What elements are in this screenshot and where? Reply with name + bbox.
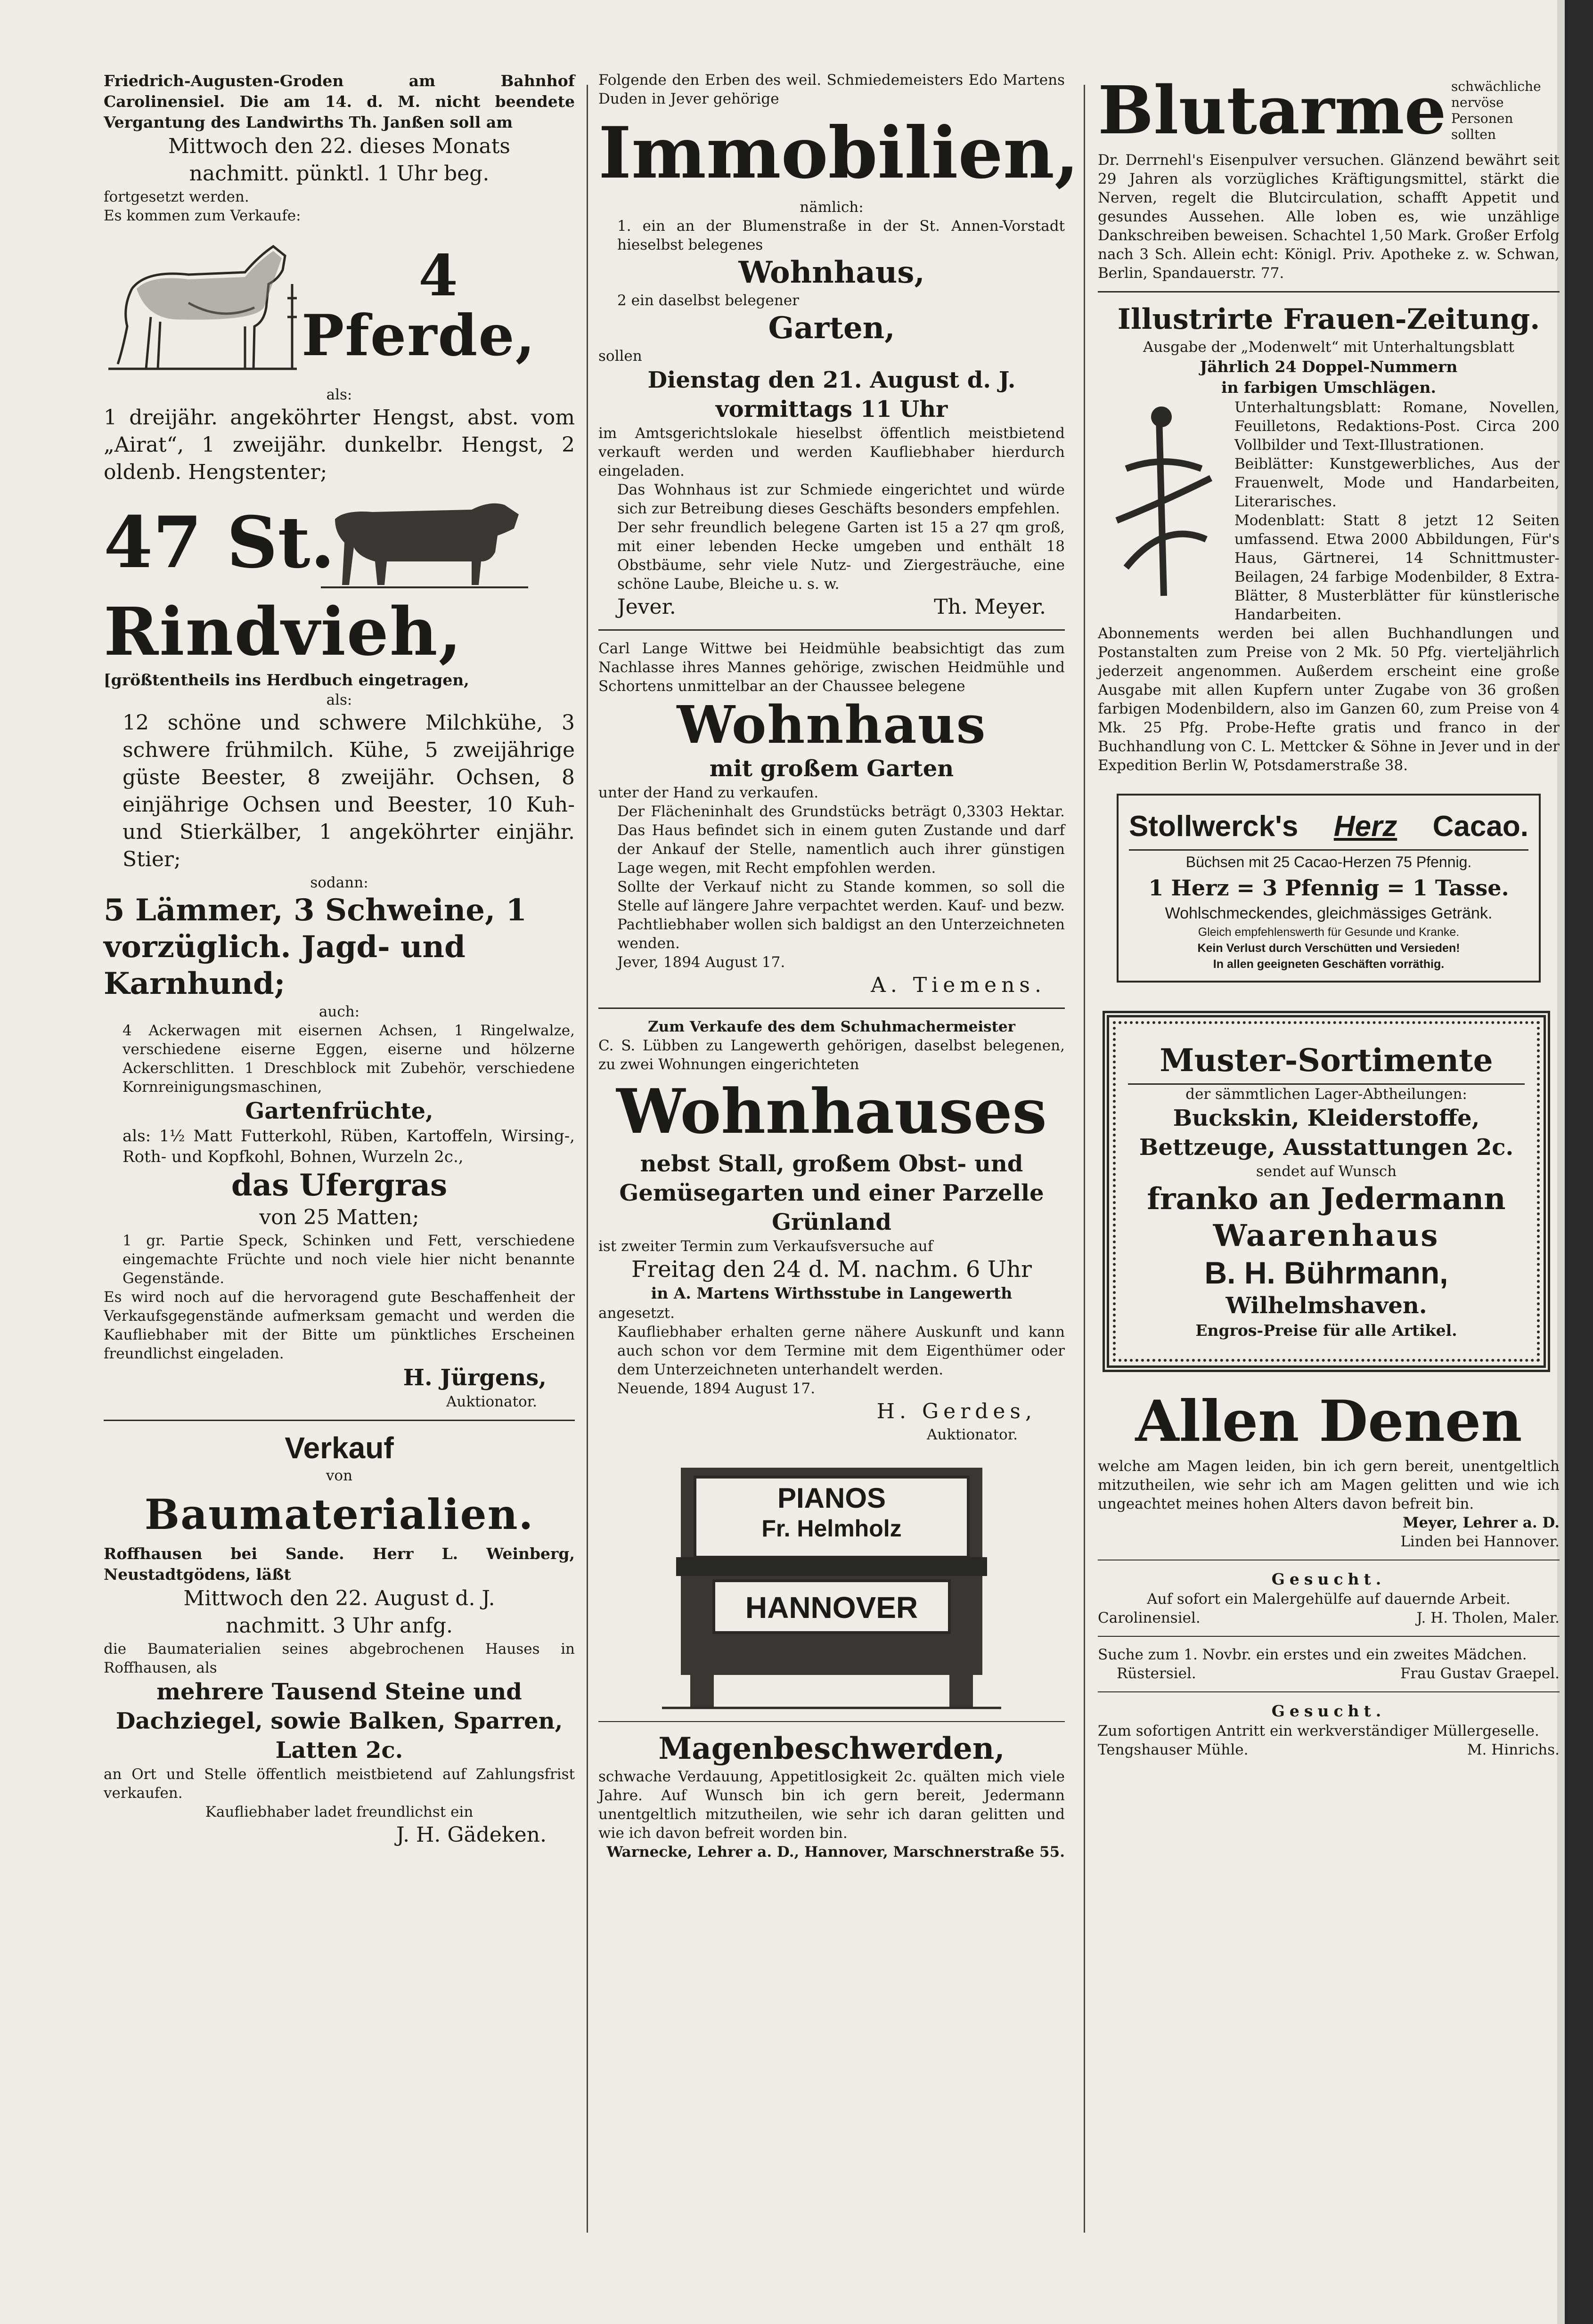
frauen-sub3: in farbigen Umschlägen. bbox=[1221, 378, 1436, 397]
column-2 bbox=[598, 71, 1079, 1861]
frauen-b: Beiblätter: Kunstgewerbliches, Aus der Frauenwelt, Mode und Handarbeiten, Literarisches. bbox=[1234, 455, 1560, 510]
stoll-cacao: Cacao. bbox=[1432, 810, 1528, 843]
auction-carolinensiel bbox=[104, 71, 575, 1411]
auch: auch: bbox=[319, 1003, 360, 1020]
sale-von: von bbox=[326, 1467, 353, 1484]
ges1-text: Auf sofort ein Malergehülfe auf dauernde Arbeit. bbox=[1147, 1591, 1511, 1608]
auctioneer-name: H. Jürgens, bbox=[403, 1365, 547, 1391]
magen-title: Magenbeschwerden, bbox=[658, 1731, 1005, 1766]
luebben-role: Auktionator. bbox=[926, 1426, 1018, 1443]
cattle-als: als: bbox=[326, 691, 352, 708]
lange-sign: A. Tiemens. bbox=[871, 973, 1046, 997]
lange-ad bbox=[598, 639, 1065, 999]
allen-sign: Meyer, Lehrer a. D. bbox=[1403, 1514, 1560, 1531]
separator bbox=[1098, 1691, 1560, 1692]
lange-intro: Carl Lange Wittwe bei Heidmühle beabsichtigt das zum Nachlasse ihres Mannes gehörige, zwischen Heidmühle und Schortens unmittelbar an der Chaussee belegene bbox=[598, 640, 1065, 695]
imm-garten: Garten, bbox=[768, 310, 895, 346]
lange-title: Wohnhaus bbox=[677, 694, 987, 755]
misc-items: 1 gr. Partie Speck, Schinken und Fett, verschiedene eingemachte Früchte und noch viele hier nicht benannte Gegenstände. bbox=[123, 1232, 575, 1287]
materials-invite: Kaufliebhaber ladet freundlichst ein bbox=[205, 1804, 474, 1820]
frauen-mo: Modenblatt: Statt 8 jetzt 12 Seiten umfassend. Etwa 2000 Abbildungen, Für's Haus, Gärtnerei, 14 Schnittmuster-Beilagen, 24 farbige Modenbilder, 8 Extra-Blätter, 8 Musterblätter für künstlerische Handarbeiten. bbox=[1234, 512, 1560, 623]
piano-maker: Fr. Helmholz bbox=[761, 1515, 902, 1542]
gesucht-mueller-ad bbox=[1098, 1701, 1560, 1759]
separator bbox=[1098, 1636, 1560, 1637]
frauen-sub2: Jährlich 24 Doppel-Nummern bbox=[1200, 358, 1458, 376]
ges2-sign: M. Hinrichs. bbox=[1467, 1741, 1560, 1758]
imm-sign: Th. Meyer. bbox=[934, 595, 1046, 619]
imm-text1: im Amtsgerichtslokale hieselbst öffentlich meistbietend verkauft werden und werden Kaufliebhaber hierdurch eingeladen. bbox=[598, 425, 1065, 479]
allen-signcity: Linden bei Hannover. bbox=[1400, 1533, 1560, 1550]
piano-brand: PIANOS bbox=[777, 1482, 886, 1514]
frauen-u: Unterhaltungsblatt: Romane, Novellen, Feuilletons, Redaktions-Post. Circa 200 Vollbilder und Text-Illustrationen. bbox=[1234, 399, 1560, 454]
shore-grass-size: von 25 Matten; bbox=[259, 1205, 419, 1229]
materials-text: die Baumaterialien seines abgebrochenen Hauses in Roffhausen, als bbox=[104, 1641, 575, 1676]
blut-title: Blutarme bbox=[1098, 72, 1446, 149]
column-1 bbox=[104, 71, 575, 1849]
auction-note: Es wird noch auf die hervoragend gute Beschaffenheit der Verkaufsgegenstände aufmerksam gemacht und werden die Kaufliebhaber mit der Bitte um pünktliches Erscheinen freundlichst eingeladen. bbox=[104, 1289, 575, 1362]
muster-city: Wilhelmshaven. bbox=[1225, 1292, 1427, 1319]
lange-date: Jever, 1894 August 17. bbox=[617, 954, 785, 971]
imm-date2: vormittags 11 Uhr bbox=[715, 396, 948, 423]
piano-city: HANNOVER bbox=[745, 1591, 918, 1625]
auction-continue: fortgesetzt werden. bbox=[104, 188, 249, 205]
sale-heading: Verkauf bbox=[285, 1431, 394, 1465]
ges2-place: Tengshauser Mühle. bbox=[1098, 1741, 1249, 1758]
column-rule-2 bbox=[1084, 85, 1085, 2233]
imm-text3: Der sehr freundlich belegene Garten ist 15 a 27 qm groß, mit einer lebenden Hecke umgeben und enthält 18 Obstbäume, sehr viele Nutz- und Ziergesträuche, eine schöne Laube, Bleiche u. s. w. bbox=[617, 519, 1065, 593]
building-materials-ad bbox=[104, 1430, 575, 1849]
maedchen-ad bbox=[1098, 1645, 1560, 1683]
lambs-pigs-dog: 5 Lämmer, 3 Schweine, 1 vorzüglich. Jagd- und Karnhund; bbox=[104, 893, 527, 1001]
girls-place: Rüstersiel. bbox=[1117, 1665, 1196, 1682]
luebben-sub: nebst Stall, großem Obst- und Gemüsegarten und einer Parzelle Grünland bbox=[619, 1151, 1044, 1235]
materials-date1: Mittwoch den 22. August d. J. bbox=[183, 1586, 495, 1610]
imm-wohnhaus: Wohnhaus, bbox=[738, 255, 925, 290]
stoll-herz: Herz bbox=[1333, 810, 1397, 843]
muster-sub: der sämmtlichen Lager-Abtheilungen: bbox=[1185, 1086, 1467, 1103]
stoll-brand: Stollwerck's bbox=[1129, 810, 1299, 843]
auction-intro: Friedrich-Augusten-Groden am Bahnhof Carolinensiel. Die am 14. d. M. nicht beendete Vergantung des Landwirths Th. Janßen soll am bbox=[104, 72, 575, 131]
piano-ad bbox=[662, 1458, 1001, 1713]
cow-illustration bbox=[316, 491, 533, 594]
separator bbox=[598, 1008, 1065, 1009]
auction-sale: Es kommen zum Verkaufe: bbox=[104, 207, 301, 224]
luebben-ad bbox=[598, 1017, 1065, 1444]
blut-side: schwächliche nervöse Personen sollten bbox=[1451, 79, 1541, 142]
garden-heading: Gartenfrüchte, bbox=[245, 1098, 433, 1124]
imm-item1: 1. ein an der Blumenstraße in der St. Annen-Vorstadt hieselbst belegenes bbox=[617, 218, 1065, 253]
materials-date2: nachmitt. 3 Uhr anfg. bbox=[225, 1614, 453, 1638]
horses-list: 1 dreijähr. angeköhrter Hengst, abst. vom „Airat“, 1 zweijähr. dunkelbr. Hengst, 2 oldenb. Hengstenter; bbox=[104, 406, 575, 484]
column-rule-1 bbox=[587, 85, 588, 2233]
magen-ad bbox=[598, 1731, 1065, 1861]
separator bbox=[598, 1721, 1065, 1722]
stoll-line6: In allen geeigneten Geschäften vorräthig. bbox=[1213, 958, 1445, 971]
luebben-title: Wohnhauses bbox=[616, 1075, 1047, 1147]
muster-title: Muster-Sortimente bbox=[1128, 1042, 1525, 1085]
materials-place: Roffhausen bei Sande. Herr L. Weinberg, Neustadtgödens, läßt bbox=[104, 1544, 575, 1584]
ges1-place: Carolinensiel. bbox=[1098, 1609, 1201, 1626]
stoll-line1: Büchsen mit 25 Cacao-Herzen 75 Pfennig. bbox=[1129, 849, 1528, 873]
cattle-herdbook: [größtentheils ins Herdbuch eingetragen, bbox=[104, 671, 469, 689]
magen-text: schwache Verdauung, Appetitlosigkeit 2c. quälten mich viele Jahre. Auf Wunsch bin ich gern bereit, Jedermann unentgeltlich mitzutheilen, wie sehr ich daran gelitten und wie ich davon befreit worden bin. bbox=[598, 1768, 1065, 1842]
allen-title: Allen Denen bbox=[1135, 1388, 1522, 1455]
magen-sign: Warnecke, Lehrer a. D., Hannover, Marschnerstraße 55. bbox=[606, 1844, 1065, 1861]
horse-illustration bbox=[104, 228, 302, 383]
page-edge bbox=[1565, 0, 1593, 2324]
auction-date-line1: Mittwoch den 22. dieses Monats bbox=[168, 134, 510, 158]
materials-heading: Baumaterialien. bbox=[144, 1490, 534, 1539]
girls-sign: Frau Gustav Graepel. bbox=[1400, 1665, 1560, 1682]
muster-waarenhaus: Waarenhaus bbox=[1213, 1218, 1440, 1253]
cattle-count: 47 St. bbox=[104, 501, 335, 584]
luebben-date: Freitag den 24 d. M. nachm. 6 Uhr bbox=[631, 1256, 1032, 1283]
horses-heading: Pferde, bbox=[302, 302, 536, 369]
stollwerck-ad bbox=[1117, 794, 1541, 983]
auctioneer-role: Auktionator. bbox=[446, 1393, 537, 1410]
auction-date-line2: nachmitt. pünktl. 1 Uhr beg. bbox=[189, 162, 490, 186]
imm-item2: 2 ein daselbst belegener bbox=[617, 292, 799, 309]
muster-engros: Engros-Preise für alle Artikel. bbox=[1195, 1321, 1457, 1340]
separator bbox=[598, 629, 1065, 631]
ges1-sign: J. H. Tholen, Maler. bbox=[1416, 1609, 1560, 1626]
girls-text: Suche zum 1. Novbr. ein erstes und ein zweites Mädchen. bbox=[1098, 1646, 1527, 1663]
frauen-abo: Abonnements werden bei allen Buchhandlungen und Postanstalten zum Preise von 2 Mk. 50 Pfg. vierteljährlich jederzeit angenommen. Außerdem erscheint eine große Ausgabe mit allen Kupfern unter Zugabe von 36 großen farbigen Modenbildern, also im Ganzen 60, zum Preise von 4 Mk. 25 Pfg. Probe-Hefte gratis und franco in der Buchhandlung von C. L. Mettcker & Söhne in Jever und in der Expedition Berlin W, Potsdamerstraße 38. bbox=[1098, 625, 1560, 774]
ges2-text: Zum sofortigen Antritt ein werkverständiger Müllergeselle. bbox=[1098, 1723, 1539, 1739]
cattle-heading: Rindvieh, bbox=[104, 593, 463, 671]
lange-hand: unter der Hand zu verkaufen. bbox=[598, 784, 819, 801]
frauen-sub: Ausgabe der „Modenwelt“ mit Unterhaltungsblatt bbox=[1143, 339, 1515, 356]
cattle-list: 12 schöne und schwere Milchkühe, 3 schwere frühmilch. Kühe, 5 zweijährige güste Beester, 8 zweijähr. Ochsen, 8 einjährige Ochsen und Beester, 10 Kuh- und Stierkälber, 1 angeköhrter einjähr. Stier; bbox=[123, 711, 575, 871]
luebben-text: Kaufliebhaber erhalten gerne nähere Auskunft und kann auch schon vor dem Termine mit dem Eigenthümer oder dem Unterzeichneten unterhandelt werden. bbox=[617, 1324, 1065, 1378]
ges2-title: Gesucht. bbox=[1271, 1702, 1386, 1720]
muster-firm: B. H. Bührmann, bbox=[1204, 1255, 1448, 1290]
imm-place: Jever. bbox=[617, 595, 676, 619]
luebben-intro2: C. S. Lübben zu Langewerth gehörigen, daselbst belegenen, zu zwei Wohnungen eingerichteten bbox=[598, 1037, 1065, 1073]
separator bbox=[104, 1420, 575, 1421]
gesucht-maler-ad bbox=[1098, 1569, 1560, 1627]
muster-sortimente-ad bbox=[1103, 1011, 1550, 1372]
blut-text: Dr. Derrnehl's Eisenpulver versuchen. Glänzend bewährt seit 29 Jahren als vorzügliches Kräftigungsmittel, stärkt die Nerven, regelt die Blutcirculation, schafft Appetit und gesundes Aussehen. Alle loben es, wie unzählige Dankschreiben beweisen. Schachtel 1,50 Mark. Großer Erfolg nach 3 Sch. Allein echt: Königl. Priv. Apotheke z. w. Schwan, Berlin, Spandauerstr. 77. bbox=[1098, 152, 1560, 282]
muster-wunsch: sendet auf Wunsch bbox=[1256, 1163, 1397, 1180]
materials-terms: an Ort und Stelle öffentlich meistbietend auf Zahlungsfrist verkaufen. bbox=[104, 1766, 575, 1802]
stoll-line2: 1 Herz = 3 Pfennig = 1 Tasse. bbox=[1148, 875, 1509, 901]
imm-date1: Dienstag den 21. August d. J. bbox=[647, 367, 1016, 393]
luebben-date2: Neuende, 1894 August 17. bbox=[617, 1380, 816, 1397]
shore-grass: das Ufergras bbox=[231, 1168, 448, 1203]
fashion-emblem-icon bbox=[1098, 398, 1234, 615]
vegetables: als: 1½ Matt Futterkohl, Rüben, Kartoffeln, Wirsing-, Roth- und Kopfkohl, Bohnen, Wurzeln 2c., bbox=[123, 1127, 575, 1166]
materials-sign: J. H. Gädeken. bbox=[396, 1823, 547, 1847]
stoll-line3: Wohlschmeckendes, gleichmässiges Getränk. bbox=[1165, 904, 1493, 922]
ges1-title: Gesucht. bbox=[1271, 1570, 1386, 1588]
lange-sub: mit großem Garten bbox=[709, 756, 954, 782]
luebben-place: in A. Martens Wirthsstube in Langewerth bbox=[651, 1284, 1013, 1302]
allen-text: welche am Magen leiden, bin ich gern bereit, unentgeltlich mitzutheilen, wie sehr ich am Magen gelitten und wie ich ungeachtet meines hohen Alters davon befreit bin. bbox=[1098, 1458, 1560, 1512]
stoll-line4: Gleich empfehlenswerth für Gesunde und Kranke. bbox=[1198, 926, 1460, 939]
muster-goods: Buckskin, Kleiderstoffe, Bettzeuge, Ausstattungen 2c. bbox=[1139, 1105, 1514, 1161]
luebben-intro1: Zum Verkaufe des dem Schuhmachermeister bbox=[648, 1018, 1015, 1035]
blutarme-ad bbox=[1098, 71, 1560, 283]
luebben-sign: H. Gerdes, bbox=[876, 1399, 1037, 1423]
imm-intro: Folgende den Erben des weil. Schmiedemeisters Edo Martens Duden in Jever gehörige bbox=[598, 72, 1065, 107]
allen-denen-ad bbox=[1098, 1386, 1560, 1551]
muster-franko: franko an Jedermann bbox=[1147, 1181, 1506, 1217]
imm-text2: Das Wohnhaus ist zur Schmiede eingerichtet und würde sich zur Betreibung dieses Geschäfts besonders empfehlen. bbox=[617, 481, 1065, 517]
imm-namlich: nämlich: bbox=[800, 199, 864, 216]
stoll-line5: Kein Verlust durch Verschütten und Versieden! bbox=[1197, 942, 1460, 955]
luebben-term: ist zweiter Termin zum Verkaufsversuche auf bbox=[598, 1238, 933, 1255]
sodann: sodann: bbox=[310, 874, 368, 891]
frauen-title: Illustrirte Frauen-Zeitung. bbox=[1117, 303, 1540, 336]
imm-sollen: sollen bbox=[598, 348, 642, 365]
separator bbox=[1098, 291, 1560, 293]
materials-items: mehrere Tausend Steine und Dachziegel, sowie Balken, Sparren, Latten 2c. bbox=[115, 1679, 563, 1763]
frauen-zeitung-ad bbox=[1098, 301, 1560, 775]
lange-text1: Der Flächeninhalt des Grundstücks beträgt 0,3303 Hektar. Das Haus befindet sich in einem guten Zustande und darf der Ankauf der Stelle, namentlich auch ihrer günstigen Lage wegen, mit Recht empfohlen werden. bbox=[617, 803, 1065, 877]
column-3 bbox=[1098, 71, 1560, 1759]
lange-text2: Sollte der Verkauf nicht zu Stande kommen, so soll die Stelle auf längere Jahre verpachtet werden. Kauf- und bezw. Pachtliebhaber wollen sich baldigst an den Unterzeichneten wenden. bbox=[617, 878, 1065, 952]
farm-tools: 4 Ackerwagen mit eisernen Achsen, 1 Ringelwalze, verschiedene eiserne Eggen, eiserne und hölzerne Ackerschlitten. 1 Dreschblock mit Zubehör, verschiedene Kornreinigungsmaschinen, bbox=[123, 1022, 575, 1096]
immobilien-ad bbox=[598, 71, 1079, 621]
imm-title: Immobilien, bbox=[598, 112, 1079, 195]
horse-count: 4 bbox=[418, 243, 458, 309]
horses-als: als: bbox=[326, 386, 352, 403]
luebben-anges: angesetzt. bbox=[598, 1305, 675, 1322]
